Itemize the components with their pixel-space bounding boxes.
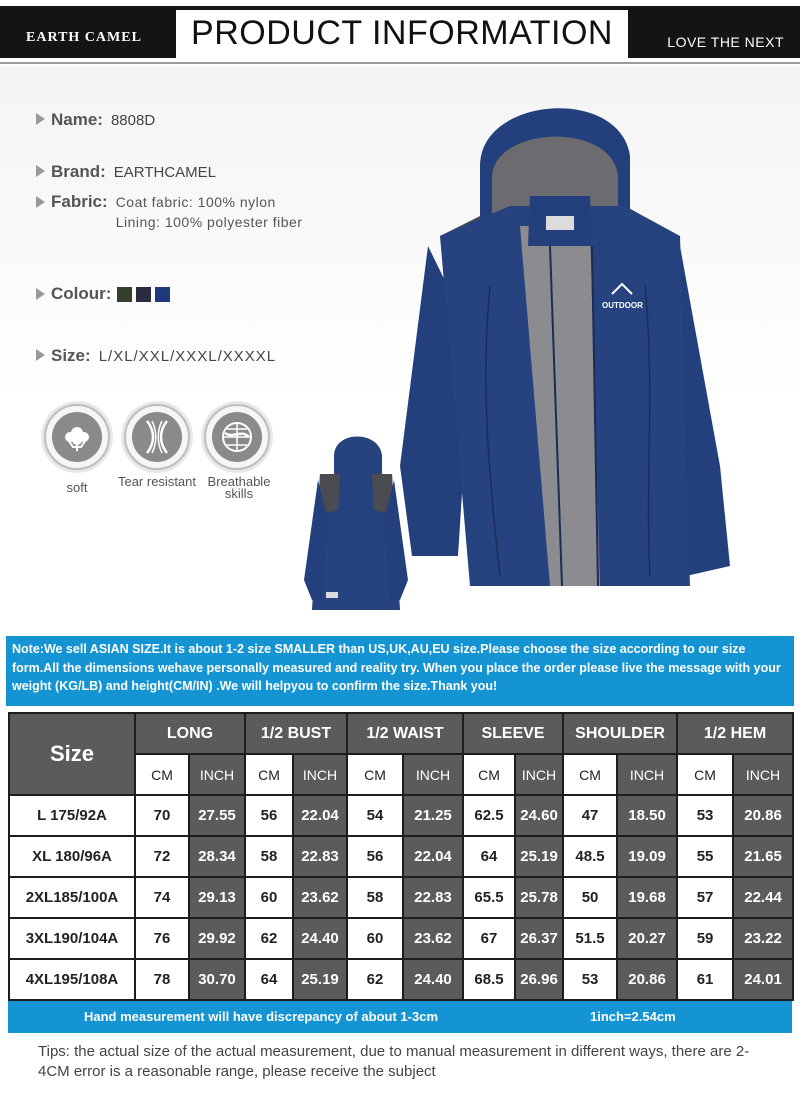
feature-tear-resistant (124, 404, 190, 470)
cm-value-cell: 76 (135, 918, 189, 959)
spec-value: EARTHCAMEL (113, 164, 217, 181)
column-header-long: LONG (135, 713, 245, 754)
fabric-details (116, 192, 303, 232)
cm-value-cell: 62 (245, 918, 293, 959)
unit-inch: INCH (515, 754, 563, 795)
page-title: PRODUCT INFORMATION (176, 10, 628, 58)
inch-value-cell: 20.86 (617, 959, 677, 1000)
brand-logo: EARTH CAMEL (26, 30, 142, 45)
size-rows (9, 795, 793, 1000)
column-header-bust: 1/2 BUST (245, 713, 347, 754)
cm-value-cell: 74 (135, 877, 189, 918)
table-header-row (9, 713, 793, 754)
size-cell: 4XL195/108A (9, 959, 135, 1000)
cm-value-cell: 59 (677, 918, 733, 959)
feature-label: Breathable skills (207, 474, 271, 501)
size-cell: XL 180/96A (9, 836, 135, 877)
cm-value-cell: 60 (245, 877, 293, 918)
cm-value-cell: 64 (245, 959, 293, 1000)
globe-mesh-icon (212, 412, 262, 462)
cm-value-cell: 72 (135, 836, 189, 877)
size-cell: 3XL190/104A (9, 918, 135, 959)
cm-value-cell: 67 (463, 918, 515, 959)
cm-value-cell: 58 (245, 836, 293, 877)
feature-breathable (204, 404, 270, 470)
inch-value-cell: 27.55 (189, 795, 245, 836)
colour-swatch-blue[interactable] (155, 287, 170, 302)
column-header-shoulder: SHOULDER (563, 713, 677, 754)
header-divider (0, 62, 800, 64)
inch-value-cell: 19.09 (617, 836, 677, 877)
bullet-triangle-icon (36, 288, 45, 300)
inch-value-cell: 22.04 (403, 836, 463, 877)
cm-value-cell: 78 (135, 959, 189, 1000)
fabric-line: Lining: 100% polyester fiber (115, 214, 303, 230)
unit-cm: CM (463, 754, 515, 795)
table-row (9, 918, 793, 959)
spec-value: 8808D (110, 112, 156, 129)
feature-label: Tear resistant (117, 474, 197, 489)
measurement-footer (8, 1001, 792, 1033)
cm-value-cell: 58 (347, 877, 403, 918)
bullet-triangle-icon (36, 196, 45, 208)
inch-value-cell: 22.44 (733, 877, 793, 918)
cm-value-cell: 70 (135, 795, 189, 836)
inch-value-cell: 28.34 (189, 836, 245, 877)
spec-brand (36, 162, 216, 182)
inch-value-cell: 22.04 (293, 795, 347, 836)
spec-fabric (36, 192, 302, 232)
unit-cm: CM (347, 754, 403, 795)
cm-value-cell: 56 (245, 795, 293, 836)
feature-soft (44, 404, 110, 470)
jacket-front-image (380, 86, 760, 596)
size-cell: L 175/92A (9, 795, 135, 836)
spec-name (36, 110, 155, 130)
jacket-back-image (300, 430, 412, 620)
inch-value-cell: 22.83 (293, 836, 347, 877)
inch-value-cell: 25.19 (293, 959, 347, 1000)
page-header (0, 0, 800, 66)
inch-value-cell: 30.70 (189, 959, 245, 1000)
unit-cm: CM (135, 754, 189, 795)
colour-swatch-black[interactable] (136, 287, 151, 302)
tagline: LOVE THE NEXT (667, 34, 784, 50)
tips-text: Tips: the actual size of the actual measurement, due to manual measurement in different ways, there are 2-4CM error is a reasonable range, please receive the subject (38, 1043, 750, 1080)
fiber-icon (132, 412, 182, 462)
inch-value-cell: 25.19 (515, 836, 563, 877)
inch-value-cell: 29.13 (189, 877, 245, 918)
bullet-triangle-icon (36, 113, 45, 125)
inch-value-cell: 22.83 (403, 877, 463, 918)
size-column-header: Size (9, 713, 135, 795)
spec-label: Fabric: (51, 192, 108, 211)
size-cell: 2XL185/100A (9, 877, 135, 918)
inch-value-cell: 20.27 (617, 918, 677, 959)
discrepancy-note: Hand measurement will have discrepancy of about 1-3cm (84, 1009, 439, 1024)
cm-value-cell: 53 (563, 959, 617, 1000)
chest-logo: OUTDOOR (602, 301, 643, 310)
unit-inch: INCH (293, 754, 347, 795)
spec-label: Name: (51, 110, 103, 129)
feature-label: soft (66, 480, 88, 495)
cm-value-cell: 62.5 (463, 795, 515, 836)
size-note: Note:We sell ASIAN SIZE.It is about 1-2 size SMALLER than US,UK,AU,EU size.Please choose the size according to our size form.All the dimensions wehave personally measured and reality try. When you place the order please live the message with your weight (KG/LB) and height(CM/IN) .We will helpyou to confirm the size.Thank you! (6, 636, 794, 706)
column-header-hem: 1/2 HEM (677, 713, 793, 754)
unit-cm: CM (677, 754, 733, 795)
unit-inch: INCH (617, 754, 677, 795)
cm-value-cell: 47 (563, 795, 617, 836)
unit-cm: CM (245, 754, 293, 795)
cm-value-cell: 65.5 (463, 877, 515, 918)
unit-inch: INCH (733, 754, 793, 795)
spec-label: Colour: (51, 284, 112, 303)
cm-value-cell: 60 (347, 918, 403, 959)
inch-value-cell: 18.50 (617, 795, 677, 836)
cm-value-cell: 51.5 (563, 918, 617, 959)
unit-inch: INCH (189, 754, 245, 795)
cm-value-cell: 61 (677, 959, 733, 1000)
unit-cm: CM (563, 754, 617, 795)
cm-value-cell: 64 (463, 836, 515, 877)
table-row (9, 836, 793, 877)
inch-value-cell: 24.40 (403, 959, 463, 1000)
inch-value-cell: 19.68 (617, 877, 677, 918)
column-header-waist: 1/2 WAIST (347, 713, 463, 754)
inch-value-cell: 24.01 (733, 959, 793, 1000)
table-row (9, 795, 793, 836)
cm-value-cell: 62 (347, 959, 403, 1000)
bullet-triangle-icon (36, 349, 45, 361)
inch-value-cell: 24.60 (515, 795, 563, 836)
inch-value-cell: 23.22 (733, 918, 793, 959)
cm-value-cell: 68.5 (463, 959, 515, 1000)
inch-value-cell: 24.40 (293, 918, 347, 959)
spec-label: Brand: (51, 162, 106, 181)
spec-size (36, 346, 276, 366)
inch-value-cell: 21.25 (403, 795, 463, 836)
inch-value-cell: 26.37 (515, 918, 563, 959)
table-row (9, 877, 793, 918)
spec-value: L/XL/XXL/XXXL/XXXXL (98, 348, 277, 365)
unit-inch: INCH (403, 754, 463, 795)
inch-value-cell: 20.86 (733, 795, 793, 836)
column-header-sleeve: SLEEVE (463, 713, 563, 754)
inch-value-cell: 29.92 (189, 918, 245, 959)
cm-value-cell: 54 (347, 795, 403, 836)
product-section (0, 66, 800, 620)
cm-value-cell: 53 (677, 795, 733, 836)
inch-value-cell: 25.78 (515, 877, 563, 918)
cm-value-cell: 48.5 (563, 836, 617, 877)
inch-value-cell: 21.65 (733, 836, 793, 877)
size-chart-table (8, 712, 794, 1001)
cm-value-cell: 57 (677, 877, 733, 918)
table-row (9, 959, 793, 1000)
colour-swatch-green[interactable] (117, 287, 132, 302)
spec-label: Size: (51, 346, 91, 365)
fabric-line: Coat fabric: 100% nylon (115, 194, 276, 210)
cm-value-cell: 50 (563, 877, 617, 918)
cm-value-cell: 55 (677, 836, 733, 877)
cm-value-cell: 56 (347, 836, 403, 877)
inch-value-cell: 23.62 (293, 877, 347, 918)
cotton-icon (52, 412, 102, 462)
inch-value-cell: 26.96 (515, 959, 563, 1000)
inch-value-cell: 23.62 (403, 918, 463, 959)
bullet-triangle-icon (36, 165, 45, 177)
conversion-note: 1inch=2.54cm (590, 1009, 676, 1024)
spec-colour (36, 284, 170, 304)
